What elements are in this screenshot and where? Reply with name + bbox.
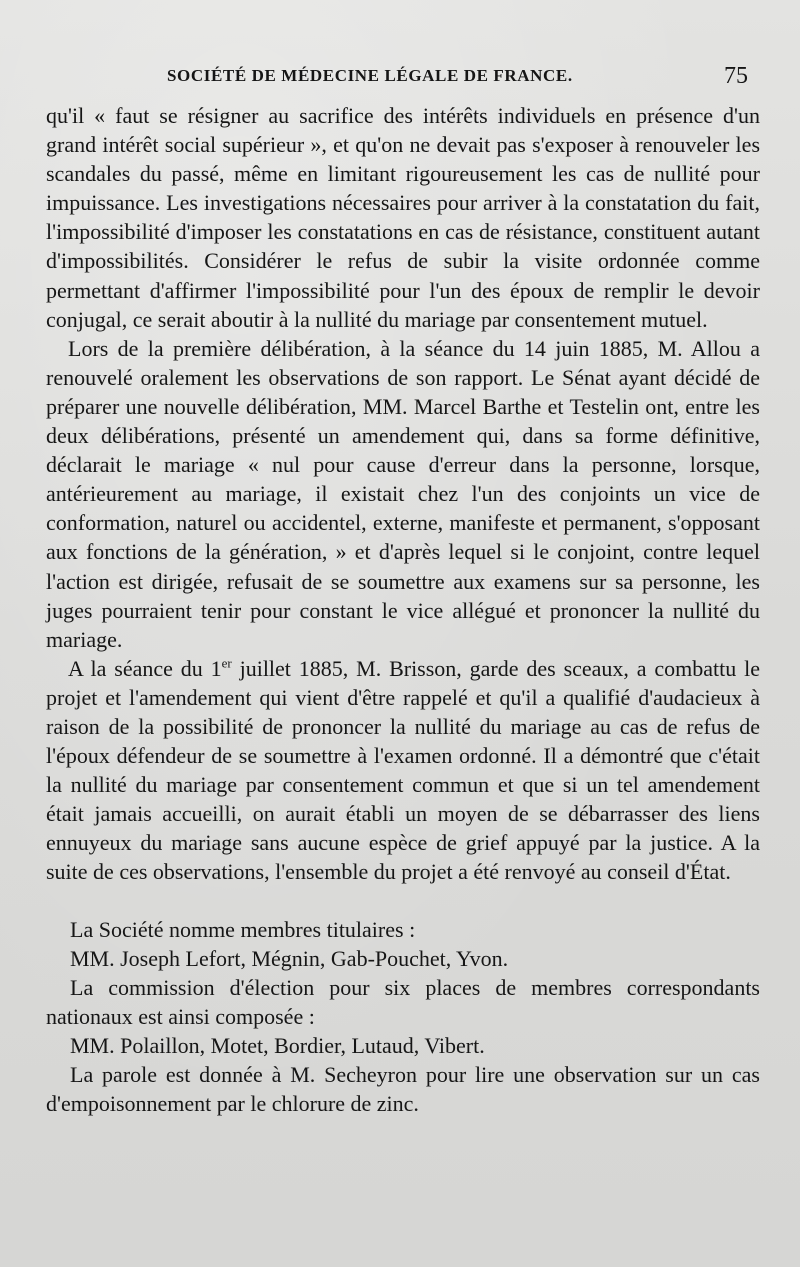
paragraph-brisson [46,654,760,887]
body-text [46,101,760,1118]
paragraph-election-commission: La commission d'élection pour six places de membres correspondants nationaux est ainsi composée : [46,974,760,1029]
paragraph-first-deliberation: Lors de la première délibération, à la séance du 14 juin 1885, M. Allou a renouvelé oralement les observations de son rapport. Le Sénat ayant décidé de préparer une nouvelle délibération, MM. Marcel Barthe et Testelin ont, entre les deux délibérations, présenté un amendement qui, dans sa forme définitive, déclarait le mariage « nul pour cause d'erreur dans la personne, lorsque, antérieurement au mariage, il existait chez l'un des conjoints un vice de conformation, naturel ou accidentel, externe, manifeste et permanent, s'opposant aux fonctions de la génération, » et d'après lequel si le conjoint, contre lequel l'action est dirigée, refusait de se soumettre aux examens sur sa personne, les juges pourraient tenir pour constant le vice allégué et prononcer la nullité du mariage. [46,335,760,652]
paragraph-commission-names: MM. Polaillon, Motet, Bordier, Lutaud, Vibert. [70,1032,485,1058]
page-number: 75 [724,63,748,89]
paragraph-secheyron: La parole est donnée à M. Secheyron pour lire une observation sur un cas d'empoisonnement par le chlorure de zinc. [46,1062,760,1117]
paragraph-brisson-rest: juillet 1885, M. Brisson, garde des sceaux, a combattu le projet et l'amendement qui vient d'être rappelé et qu'il a qualifié d'audacieux à raison de la possibilité de prononcer la nullité du mariage au cas de refus de l'époux défendeur de se soumettre à l'examen ordonné. Il a démontré que c'était la nullité du mariage par consentement commun et que si un tel amendement était jamais accueilli, on aurait établi un moyen de se débarrasser des liens ennuyeux du mariage sans aucune espèce de grief appuyé par la justice. A la suite de ces observations, l'ensemble du projet a été renvoyé au conseil d'État. [46,655,761,885]
page-header [0,63,800,96]
running-head: SOCIÉTÉ DE MÉDECINE LÉGALE DE FRANCE. [167,66,573,85]
ordinal-superscript: er [221,655,232,671]
paragraph-brisson-start: A la séance du 1 [68,655,222,681]
paragraph-continuation: qu'il « faut se résigner au sacrifice des intérêts individuels en présence d'un grand intérêt social supérieur », et qu'on ne devait pas s'exposer à renouveler les scandales du passé, même en limitant rigoureusement les cas de nullité pour impuissance. Les investigations nécessaires pour arriver à la constatation du fait, l'impossibilité d'imposer les constatations en cas de résistance, constituent autant d'impossibilités. Considérer le refus de subir la visite ordonnée comme permettant d'affirmer l'impossibilité pour l'un des époux de remplir le devoir conjugal, ce serait aboutir à la nullité du mariage par consentement mutuel. [46,103,760,332]
paragraph-member-names: MM. Joseph Lefort, Mégnin, Gab-Pouchet, Yvon. [70,945,509,971]
paragraph-new-members: La Société nomme membres titulaires : [70,916,416,942]
